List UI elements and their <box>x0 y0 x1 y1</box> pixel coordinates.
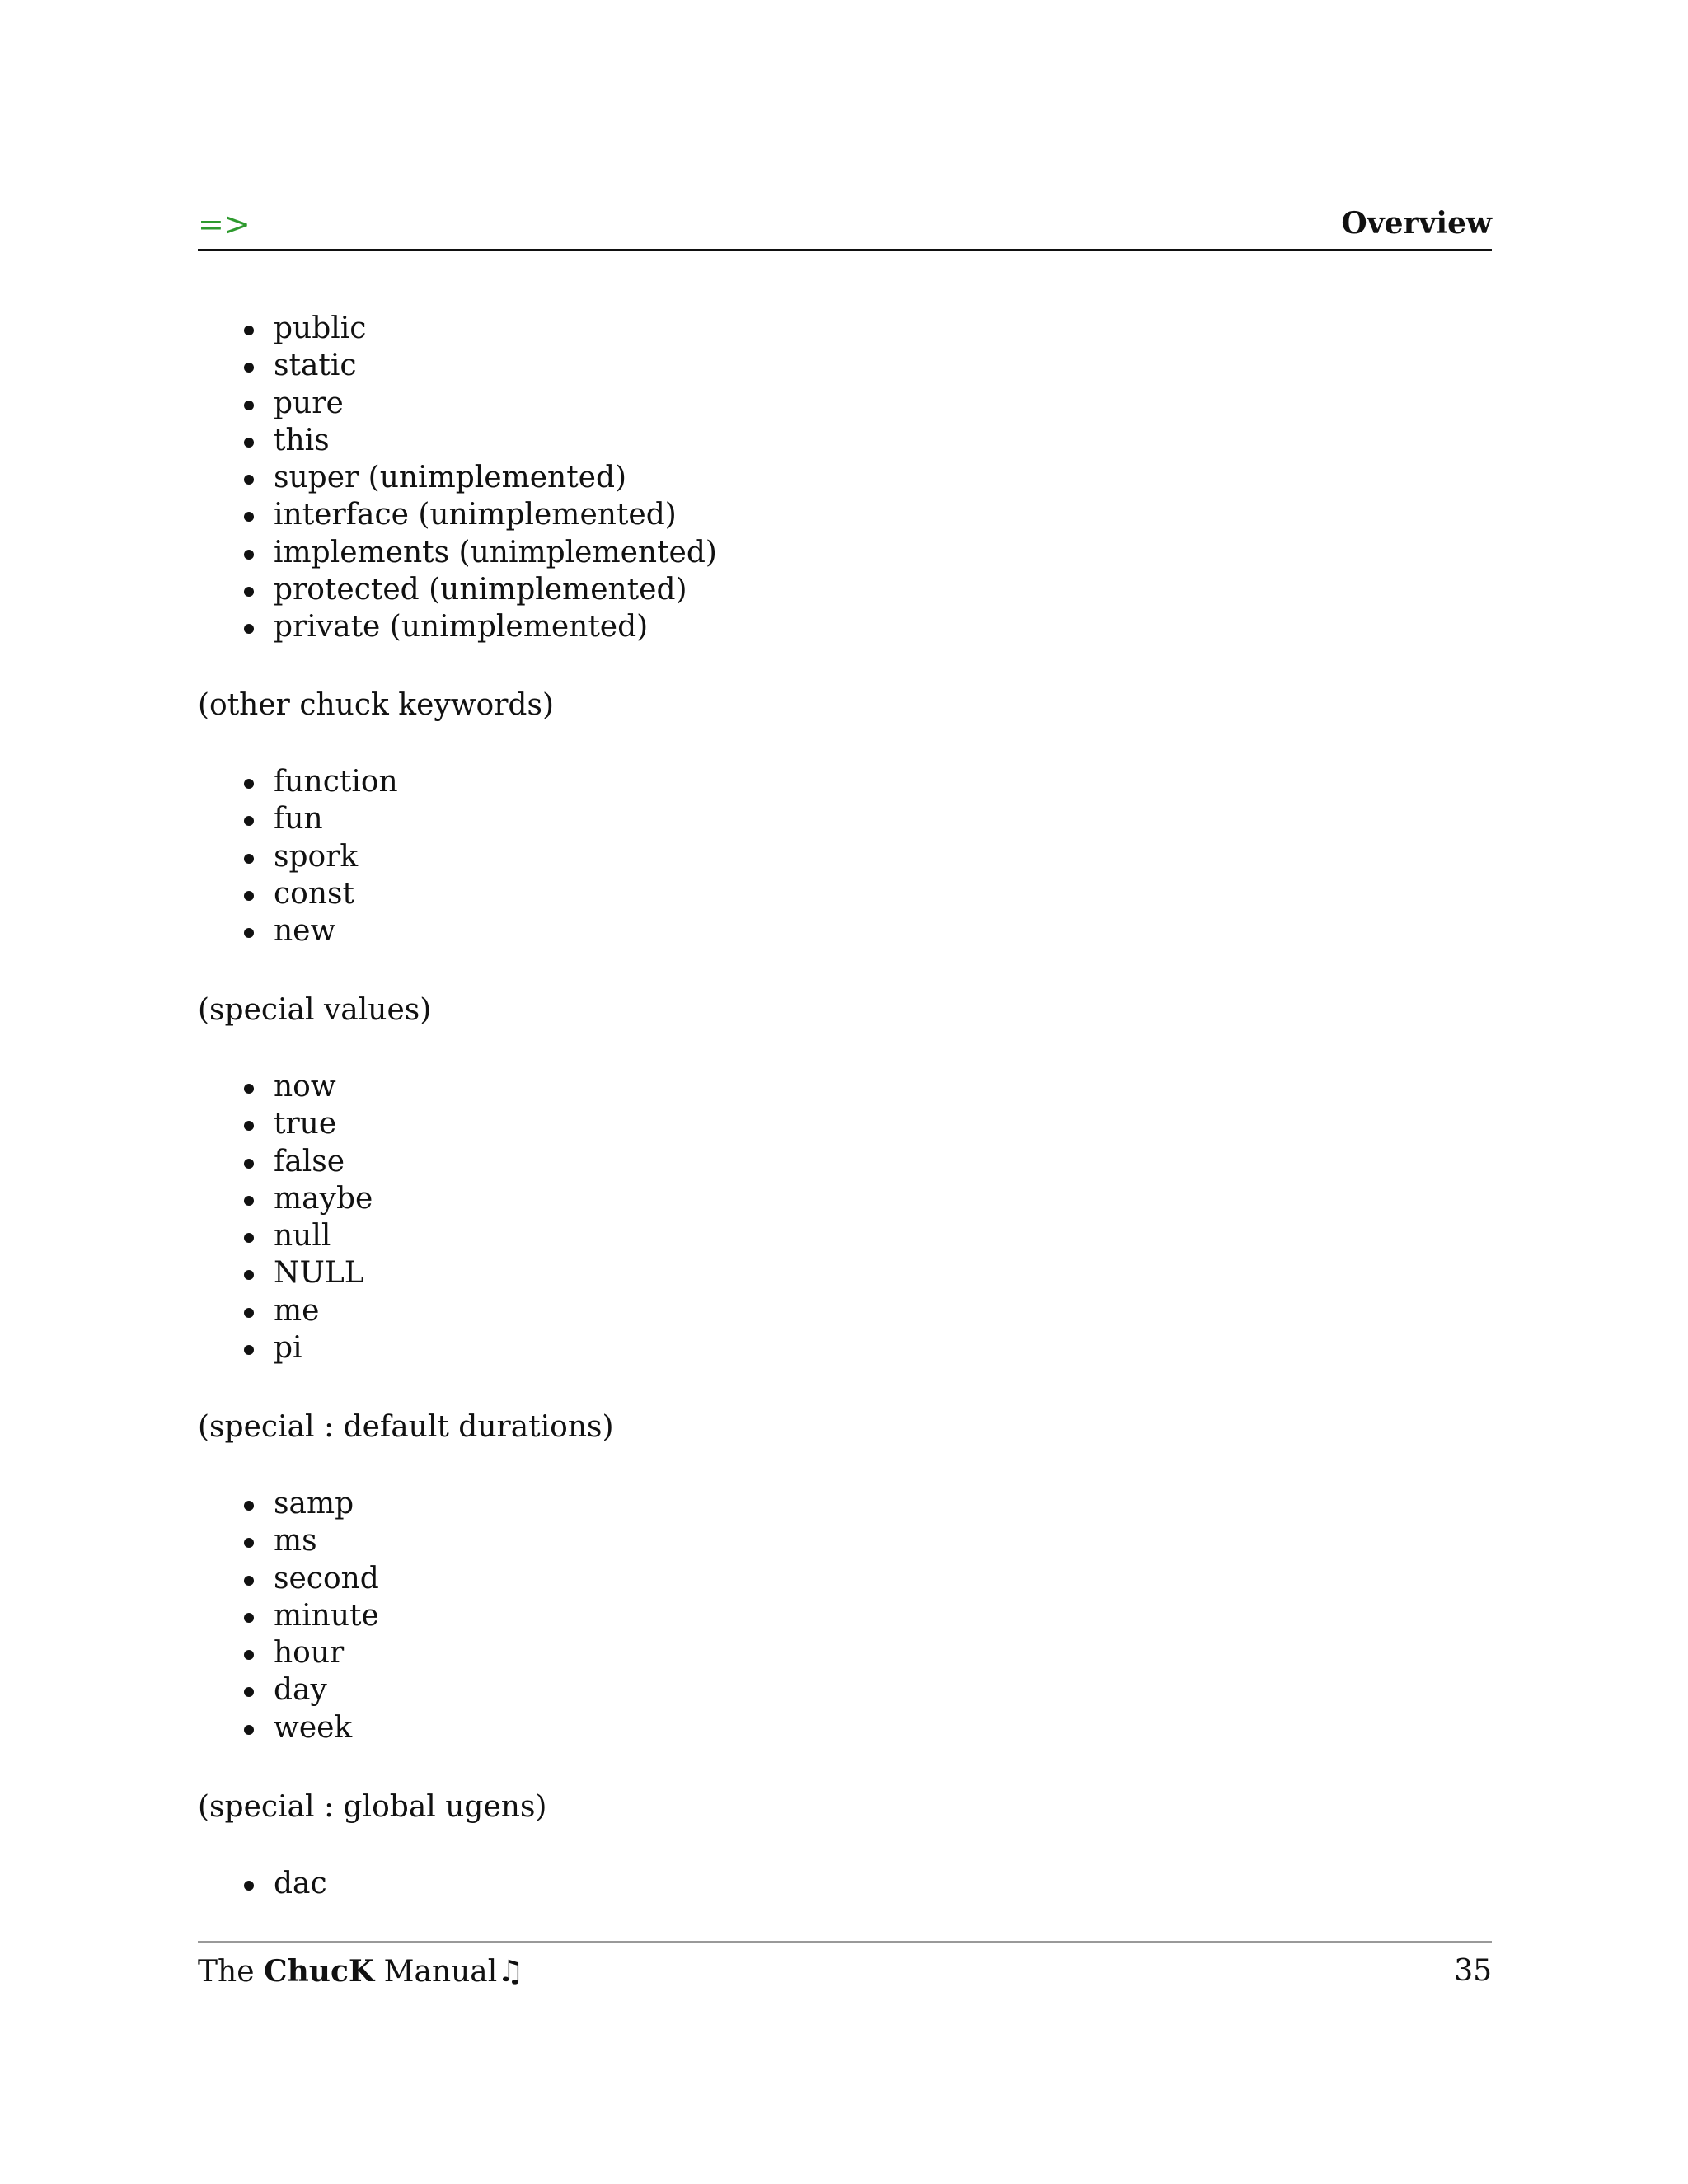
list-item-text: this <box>274 423 330 457</box>
list-item <box>239 1068 373 1105</box>
list-item-text: fun <box>274 802 323 837</box>
manual-title-prefix: The <box>198 1955 264 1989</box>
bullet-icon <box>244 512 254 522</box>
list-item-text: hour <box>274 1636 345 1671</box>
default-durations-list <box>239 1485 379 1746</box>
list-item <box>239 1597 379 1634</box>
bullet-icon <box>244 1613 254 1623</box>
list-item-text: protected (unimplemented) <box>274 573 687 607</box>
bullet-icon <box>244 438 254 448</box>
list-item <box>239 875 398 912</box>
list-item-text: week <box>274 1710 353 1745</box>
list-item-text: static <box>274 349 357 383</box>
list-item <box>239 310 717 347</box>
bullet-icon <box>244 1501 254 1511</box>
list-item <box>239 1329 373 1366</box>
footer-divider <box>198 1941 1492 1943</box>
list-item-text: spork <box>274 839 359 874</box>
bullet-icon <box>244 326 254 335</box>
list-item-text: minute <box>274 1598 379 1633</box>
bullet-icon <box>244 816 254 826</box>
class-keywords-list <box>239 310 717 646</box>
list-item <box>239 1292 373 1329</box>
list-item <box>239 571 717 608</box>
list-item <box>239 1560 379 1597</box>
bullet-icon <box>244 1084 254 1094</box>
bullet-icon <box>244 1159 254 1169</box>
bullet-icon <box>244 1270 254 1280</box>
manual-title <box>198 1954 524 1989</box>
bullet-icon <box>244 401 254 410</box>
list-item-text: null <box>274 1219 331 1254</box>
global-ugens-label: (special : global ugens) <box>198 1790 547 1824</box>
page-number: 35 <box>1454 1954 1492 1988</box>
page-header <box>198 202 1492 251</box>
bullet-icon <box>244 1538 254 1548</box>
list-item-text: NULL <box>274 1256 364 1291</box>
list-item-text: ms <box>274 1524 317 1558</box>
list-item <box>239 1485 379 1522</box>
other-keywords-list <box>239 763 398 949</box>
manual-title-suffix: Manual♫ <box>374 1955 524 1989</box>
list-item-text: me <box>274 1293 320 1328</box>
bullet-icon <box>244 779 254 789</box>
header-divider <box>198 249 1492 251</box>
list-item <box>239 1105 373 1142</box>
other-keywords-label: (other chuck keywords) <box>198 688 554 722</box>
bullet-icon <box>244 1345 254 1355</box>
list-item-text: false <box>274 1144 345 1179</box>
bullet-icon <box>244 475 254 485</box>
bullet-icon <box>244 1233 254 1243</box>
list-item <box>239 800 398 837</box>
chuck-arrow-glyph: => <box>198 206 251 242</box>
list-item-text: pi <box>274 1331 302 1366</box>
bullet-icon <box>244 854 254 864</box>
list-item-text: second <box>274 1561 379 1596</box>
bullet-icon <box>244 1725 254 1735</box>
list-item <box>239 1143 373 1180</box>
list-item-text: now <box>274 1070 336 1104</box>
list-item <box>239 1865 327 1902</box>
list-item-text: samp <box>274 1487 354 1521</box>
bullet-icon <box>244 587 254 597</box>
list-item <box>239 496 717 533</box>
list-item-text: public <box>274 312 367 345</box>
bullet-icon <box>244 928 254 938</box>
list-item-text: super (unimplemented) <box>274 461 627 495</box>
bullet-icon <box>244 363 254 373</box>
bullet-icon <box>244 1650 254 1660</box>
list-item <box>239 1634 379 1671</box>
special-values-label: (special values) <box>198 993 432 1027</box>
bullet-icon <box>244 1687 254 1697</box>
list-item-text: interface (unimplemented) <box>274 498 677 532</box>
list-item <box>239 1709 379 1746</box>
bullet-icon <box>244 1576 254 1586</box>
global-ugens-list <box>239 1865 327 1902</box>
manual-title-name: ChucK <box>263 1954 375 1989</box>
list-item-text: maybe <box>274 1181 373 1216</box>
default-durations-label: (special : default durations) <box>198 1410 614 1444</box>
list-item <box>239 763 398 800</box>
list-item-text: private (unimplemented) <box>274 610 649 644</box>
bullet-icon <box>244 1881 254 1891</box>
list-item <box>239 608 717 645</box>
bullet-icon <box>244 550 254 560</box>
bullet-icon <box>244 1196 254 1206</box>
list-item-text: dac <box>274 1867 327 1900</box>
list-item-text: pure <box>274 386 344 420</box>
list-item <box>239 422 717 459</box>
list-item-text: function <box>274 765 398 799</box>
list-item <box>239 1217 373 1254</box>
list-item <box>239 347 717 384</box>
list-item-text: implements (unimplemented) <box>274 535 717 569</box>
list-item <box>239 1671 379 1708</box>
list-item <box>239 1180 373 1217</box>
section-title: Overview <box>1341 206 1492 241</box>
bullet-icon <box>244 624 254 634</box>
list-item <box>239 534 717 571</box>
list-item <box>239 838 398 875</box>
bullet-icon <box>244 891 254 901</box>
list-item <box>239 912 398 949</box>
bullet-icon <box>244 1308 254 1318</box>
list-item-text: new <box>274 914 336 949</box>
special-values-list <box>239 1068 373 1366</box>
list-item <box>239 385 717 422</box>
list-item <box>239 459 717 496</box>
list-item-text: const <box>274 876 354 911</box>
list-item <box>239 1254 373 1291</box>
list-item-text: day <box>274 1673 327 1708</box>
list-item-text: true <box>274 1107 337 1141</box>
page-footer <box>198 1952 1492 1993</box>
bullet-icon <box>244 1121 254 1131</box>
list-item <box>239 1522 379 1559</box>
